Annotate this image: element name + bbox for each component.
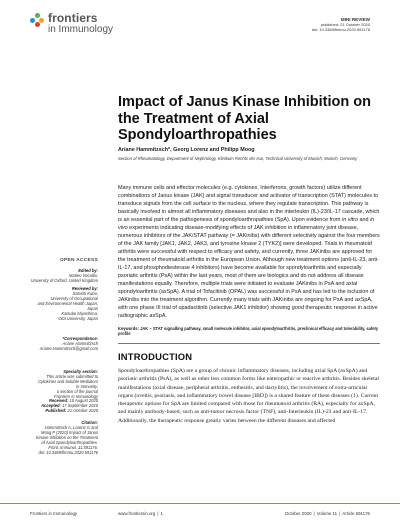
specialty-section-line: Cytokines and Soluble Mediators: [38, 379, 98, 384]
correspondence-block: [0, 336, 98, 351]
received-date: Received: 10 August 2020: [48, 398, 98, 403]
reviewed-by-line: University of Occupational: [50, 296, 98, 301]
author-affiliation: Section of Rheumatology, Department of Nephrology, Klinikum Rechts der Isar, Technical University of Munich, Munich, Germany: [118, 156, 358, 161]
dates-block: [0, 398, 98, 413]
abstract-segment: and: [358, 217, 371, 223]
footer-article: Article 591176: [342, 511, 370, 516]
edited-by-line: Matteo Vecellio,: [69, 273, 98, 278]
reviewed-by-label: Reviewed by:: [71, 286, 98, 291]
citation-line: of Axial Spondyloarthropathies.: [41, 440, 98, 445]
citation-doi[interactable]: doi: 10.3389/fimmu.2020.591176: [38, 450, 98, 455]
article-meta: [312, 17, 370, 33]
reviewed-by-line: Katsuke Miyashima,: [61, 311, 98, 316]
citation-label: Citation:: [81, 420, 98, 425]
article-doi[interactable]: doi: 10.3389/fimmu.2020.591176: [311, 27, 370, 33]
brand-name: frontiers: [48, 11, 98, 25]
section-divider: [118, 343, 380, 344]
footer-site-page: www.frontiersin.org | 1: [118, 511, 163, 516]
specialty-section-line: in Immunity,: [76, 384, 98, 389]
article-title: Impact of Janus Kinase Inhibition on the Treatment of Axial Spondyloarthropathies: [118, 94, 371, 143]
abstract-segment: Many immune cells and effector molecules (e.g. cytokines, Interferons, growth factors) utilize different combinations of Janus kinase (JAK) and signal transducer and activator of transcription (STAT) molecules to transduce signals from the cell surface to the nucleus, where they regulate transcription. This pathway is basically involved in almost all inflammatory diseases and also in the interleukin (IL)-23/IL-17 cascade, which is an essential part of the pathogenesis of spondyloarthropathies (SpA). Upon evidence from: [118, 185, 380, 223]
author-list: Ariane Hammitzsch*, Georg Lorenz and Philipp Moog: [118, 147, 255, 153]
citation-line: Hammitzsch A, Lorenz G and: [44, 425, 98, 430]
citation-line: Front. Immunol. 11:591176.: [48, 445, 98, 450]
reviewed-by-line: Japan: [86, 306, 98, 311]
footer-site[interactable]: www.frontiersin.org: [118, 511, 156, 516]
introduction-heading: INTRODUCTION: [118, 351, 193, 362]
specialty-section-line: a section of the journal: [56, 389, 98, 394]
journal-name: in Immunology: [48, 24, 114, 35]
footer-issue: October 2020 | Volume 11 | Article 591176: [284, 511, 370, 516]
page-header: [0, 0, 400, 44]
reviewed-by-line: Oita University, Japan: [58, 316, 98, 321]
correspondence-label: *Correspondence:: [62, 336, 98, 341]
specialty-section-block: [0, 369, 98, 399]
citation-block: [0, 420, 98, 455]
accepted-date: Accepted: 17 September 2020: [41, 403, 98, 408]
edited-by-label: Edited by:: [78, 268, 98, 273]
abstract-text: [118, 184, 380, 320]
open-access-label: OPEN ACCESS: [59, 258, 98, 263]
reviewed-by-block: [0, 286, 98, 321]
reviewed-by-line: and Environmental Health Japan,: [37, 301, 98, 306]
citation-line: Kinase Inhibition on the Treatment: [35, 435, 98, 440]
specialty-section-line: Frontiers in Immunology: [54, 394, 98, 399]
correspondence-email[interactable]: Ariane.Hammitzsch@gmail.com: [39, 346, 98, 351]
article-type: MINI REVIEW: [340, 17, 370, 22]
abstract-segment: in vivo: [118, 217, 375, 231]
footer-journal: Frontiers in Immunology: [30, 511, 78, 516]
keywords: [118, 326, 380, 337]
correspondence-name: Ariane Hammitzsch: [62, 341, 98, 346]
specialty-section-label: Specialty section:: [63, 369, 98, 374]
specialty-section-line: This article was submitted to: [46, 374, 98, 379]
introduction-text: Spondyloarthropathies (SpA) are a group of chronic inflammatory diseases, including axial SpA (axSpA) and psoriatic arthritis (PsA), as well as other less common forms like enteropathic or reactive arthritis. Besides skeletal manifestations (axial disease, peripheral arthritis, enthesitis, and dactylitis), the involvement of extra-articular organs (uveitis, psoriasis, and inflammatory bowel disease [IBD]) is a shared feature of these diseases (1). Current therapeutic options for SpA are limited compared with those for rheumatoid arthritis (RA), especially for axSpA, and mainly antibody-based, such as anti-tumor necrosis factor (TNF), anti-Interleukin (IL)-23 and anti-IL-17. Additionally, the therapeutic response greatly varies between the different diseases and affected: [118, 368, 379, 424]
citation-line: Moog P (2020) Impact of Janus: [41, 430, 98, 435]
page-footer: [0, 503, 400, 524]
footer-page: 1: [160, 511, 163, 516]
frontiers-logo-icon: [30, 13, 44, 27]
published-date-sidebar: Published: 21 October 2020: [45, 408, 98, 413]
abstract-segment: in vitro: [341, 217, 358, 223]
published-date: published: 21 October 2020: [320, 22, 370, 28]
abstract-segment: experiments indicating disease-modifying effects of JAK inhibition in inflammatory joint disease, numerous inhibitors of the JAK/STAT pathway (= JAKinibs) with different selectivity against the four members of the JAK family [JAK1, JAK2, JAK3, and tyrosine kinase 2 (TYK2)] were developed. Trials in rheumatoid arthritis were successful with respect to efficacy and safety, and currently, three JAKinibs are approved for the treatment of rheumatoid arthritis in the European Union. Although new treatment options (anti-IL-23, anti-IL-17, and phosphodiesterase 4 inhibitors) have become available for spondyloarthritis and especially psoriatic arthritis (PsA) within the last years, most of them are biologics and do not address all disease manifestations equally. Therefore, multiple trials were initiated to evaluate JAKinibs in PsA and axial spondyloarthritis (axSpA). A trial of Tofacitinib (OPAL) was successful in PsA and has led to the inclusion of JAKinibs into the treatment algorithm. Currently many trials with JAKinibs are ongoing for PsA and axSpA, with one phase III trial of upadacitinib (selective JAK1 inhibitor) showing good therapeutic response in active radiographic axSpA.: [118, 225, 380, 319]
edited-by-block: [0, 268, 98, 283]
keywords-label: Keywords:: [118, 326, 139, 331]
keywords-list: JAK – STAT signalling pathway, small molecule inhibitor, axial spondyloarthritis, preclinical efficacy and tolerability, safety profile: [118, 326, 379, 337]
frontiers-logo[interactable]: [30, 12, 113, 35]
footer-volume: Volume 11: [316, 511, 338, 516]
footer-date: October 2020: [284, 511, 312, 516]
footer-rule: [0, 503, 400, 504]
edited-by-line: University of Oxford, United Kingdom: [30, 278, 98, 283]
reviewed-by-line: Satoshi Kubo,: [72, 291, 98, 296]
